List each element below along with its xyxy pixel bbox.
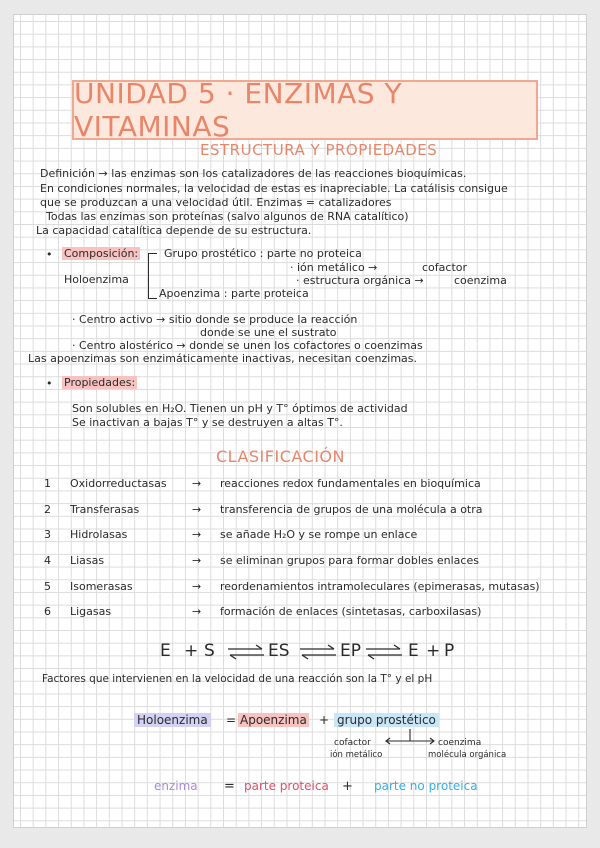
holo-eq-apoenzima [238,713,309,727]
apoenzimas-note: Las apoenzimas son enzimáticamente inactivas, necesitan coenzimas. [28,352,418,365]
eq-s: S [204,641,215,661]
enzima-eq-equals: = [224,779,235,794]
class-num: 2 [44,503,51,516]
class-num: 5 [44,580,51,593]
eq-e: E [160,641,171,661]
estructura-organica: · estructura orgánica → [296,274,424,287]
propiedades-line: Se inactivan a bajas T° y se destruyen a altas T°. [72,416,343,429]
apoenzima-term: Apoenzima [240,713,307,727]
holo-eq-equals: = [226,713,237,727]
section-heading-clasificacion: CLASIFICACIÓN [216,447,345,466]
coenzima-term: coenzima [438,738,482,748]
class-desc: se eliminan grupos para formar dobles enlaces [220,554,479,567]
holo-eq-grupo [334,713,439,727]
eq-p: P [444,641,455,661]
class-name: Oxidorreductasas [70,477,167,490]
intro-line: Todas las enzimas son proteínas (salvo algunos de RNA catalítico) [46,210,409,223]
equilibrium-arrow-icon [364,643,404,661]
class-desc: formación de enlaces (sintetasas, carboxilasas) [220,605,482,618]
eq-e2: E [408,641,419,661]
eq-ep: EP [340,641,361,661]
notebook-page [14,15,586,827]
molecula-organica-term: molécula orgánica [428,750,507,760]
class-name: Isomerasas [70,580,133,593]
bullet: • [46,377,53,390]
holoenzima-term: Holoenzima [134,713,211,727]
arrow-icon: → [192,503,202,516]
centro-activo-detail: donde se une el sustrato [200,326,337,339]
class-num: 6 [44,605,51,618]
arrow-icon: → [192,554,202,567]
class-desc: reordenamientos intramoleculares (epimerasas, mutasas) [220,580,540,593]
parte-proteica-term: parte proteica [244,779,329,793]
cofactor-label: cofactor [422,261,468,274]
class-num: 1 [44,477,51,490]
parte-no-proteica-term: parte no proteica [374,779,478,793]
intro-line: Definición → las enzimas son los catalizadores de las reacciones bioquímicas. [40,167,467,180]
propiedades-line: Son solubles en H₂O. Tienen un pH y T° óptimos de actividad [72,402,408,415]
centro-alosterico: · Centro alostérico → donde se unen los cofactores o coenzimas [72,339,423,352]
class-num: 4 [44,554,51,567]
enzima-eq-plus: + [342,779,353,794]
intro-line: En condiciones normales, la velocidad de estas es inapreciable. La catálisis consigue [40,182,508,195]
class-name: Transferasas [70,503,140,516]
class-desc: se añade H₂O y se rompe un enlace [220,528,418,541]
arrow-icon: → [192,605,202,618]
arrow-icon: → [192,528,202,541]
bullet: • [46,248,53,261]
composicion-label-text: Composición: [64,247,139,260]
equilibrium-arrow-icon [298,643,338,661]
class-name: Hidrolasas [70,528,128,541]
class-num: 3 [44,528,51,541]
enzima-term: enzima [154,779,198,793]
holo-eq-plus: + [319,713,330,727]
propiedades-label [62,376,137,389]
ion-metalico-term: ión metálico [330,750,383,760]
intro-line: que se produzcan a una velocidad útil. Enzimas = catalizadores [40,196,392,209]
class-desc: reacciones redox fundamentales en bioquímica [220,477,481,490]
section-heading-estructura: ESTRUCTURA Y PROPIEDADES [200,141,438,159]
apoenzima-line: Apoenzima : parte proteica [159,287,309,300]
holoenzima-brace [148,253,157,299]
title-box [72,77,538,143]
eq-es: ES [268,641,290,661]
ion-metalico: · ión metálico → [290,261,378,274]
holoenzima-label: Holoenzima [64,273,129,286]
cofactor-term: cofactor [334,738,371,748]
eq-plus: + [184,641,199,661]
grupo-prostetico: Grupo prostético : parte no proteica [164,247,362,260]
page-title: UNIDAD 5 · ENZIMAS Y VITAMINAS [74,77,403,143]
class-desc: transferencia de grupos de una molécula a otra [220,503,483,516]
class-name: Liasas [70,554,105,567]
equilibrium-arrow-icon [226,643,266,661]
coenzima-label: coenzima [454,274,507,287]
class-name: Ligasas [70,605,112,618]
factores-line: Factores que intervienen en la velocidad de una reacción son la T° y el pH [42,673,433,685]
arrow-icon: → [192,477,202,490]
holo-eq-holoenzima [134,713,211,727]
centro-activo: · Centro activo → sitio donde se produce la reacción [72,313,358,326]
composicion-label [62,247,140,260]
propiedades-label-text: Propiedades: [64,376,136,389]
intro-line: La capacidad catalítica depende de su estructura. [36,224,312,237]
arrow-icon: → [192,580,202,593]
grupo-term: grupo prostético [334,713,439,727]
eq-plus2: + [426,641,441,661]
